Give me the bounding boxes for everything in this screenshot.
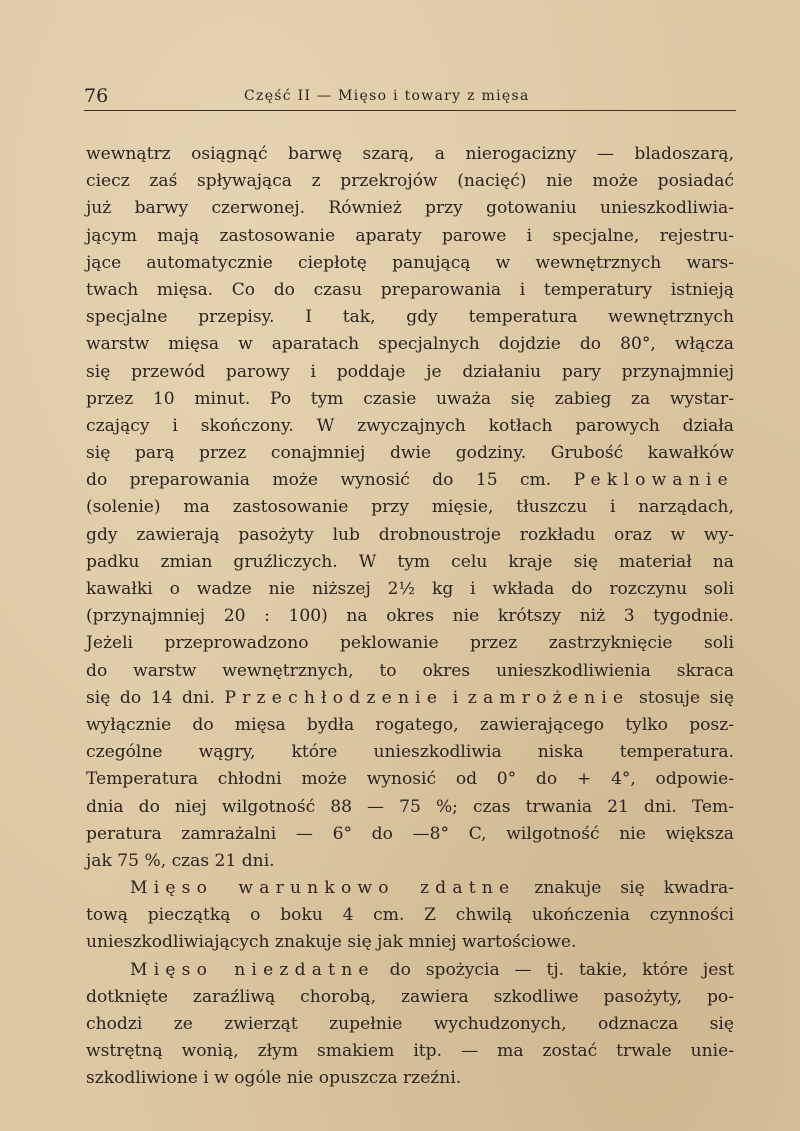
text-line: gdy zawierają pasożyty lub drobnoustroje rozkładu oraz w wy- [86,524,734,545]
text-line: warstw mięsa w aparatach specjalnych dojdzie do 80°, włącza [86,334,734,355]
body-text [86,141,734,1093]
text-line: (solenie) ma zastosowanie przy mięsie, tłuszczu i narządach, [86,497,734,518]
text-line: padku zmian gruźliczych. W tym celu kraje się materiał na [86,551,734,572]
text-segment: się do 14 dni. [86,687,215,708]
text-segment: do spożycia — tj. takie, które jest [389,959,734,980]
text-line: jące automatycznie ciepłotę panującą w wewnętrznych wars- [86,252,734,273]
spaced-term-zamrozenie: zamrożenie [467,687,630,708]
text-line: Temperatura chłodni może wynosić od 0° do + 4°, odpowie- [86,769,734,790]
paragraph-first-line [86,957,734,984]
text-line: (przynajmniej 20 : 100) na okres nie krótszy niż 3 tygodnie. [86,606,734,627]
text-line: jącym mają zastosowanie aparaty parowe i specjalne, rejestru- [86,225,734,246]
text-line: dnia do niej wilgotność 88 — 75 %; czas trwania 21 dni. Tem- [86,796,734,817]
text-line: czający i skończony. W zwyczajnych kotłach parowych działa [86,415,734,436]
spaced-term-peklowanie: Peklowanie [573,470,734,491]
text-line: chodzi ze zwierząt zupełnie wychudzonych, odznacza się [86,1014,734,1034]
text-line: się przewód parowy i poddaje je działaniu pary przynajmniej [86,361,734,382]
text-line: specjalne przepisy. I tak, gdy temperatura wewnętrznych [86,307,734,328]
spaced-term-mieso-niezdatne: Mięso niezdatne [130,959,375,980]
text-segment: do preparowania może wynosić do 15 cm. [86,470,552,491]
header-rule [84,110,736,111]
text-line: unieszkodliwiających znakuje się jak mniej wartościowe. [86,932,577,953]
text-line: czególne wągry, które unieszkodliwia niska temperatura. [86,742,734,763]
text-line: twach mięsa. Co do czasu preparowania i temperatury istnieją [86,279,734,300]
text-line: przez 10 minut. Po tym czasie uważa się zabieg za wystar- [86,388,734,409]
text-segment: stosuje się [638,687,735,708]
text-segment: i [452,687,459,708]
text-line: dotknięte zaraźliwą chorobą, zawiera szkodliwe pasożyty, po- [86,986,734,1007]
text-line: już barwy czerwonej. Również przy gotowaniu unieszkodliwia- [86,198,734,219]
spaced-term-przechlodzenie: Przechłodzenie [224,687,444,708]
text-line: ciecz zaś spływająca z przekrojów (nacięć) nie może posiadać [86,171,734,192]
text-line: do warstw wewnętrznych, to okres unieszkodliwienia skraca [86,660,734,681]
spaced-term-mieso-warunkowo-zdatne: Mięso warunkowo zdatne [130,878,516,899]
text-line: szkodliwione i w ogóle nie opuszcza rzeźni. [86,1068,462,1089]
text-line: peratura zamrażalni — 6° do —8° C, wilgotność nie większa [86,823,734,844]
text-segment: znakuje się kwadra- [534,878,734,899]
paragraph-first-line [86,875,734,902]
page-header [84,84,734,108]
text-line: wewnątrz osiągnąć barwę szarą, a nierogacizny — bladoszarą, [86,144,734,164]
text-line: wyłącznie do mięsa bydła rogatego, zawierającego tylko posz- [86,714,734,735]
text-line: wstrętną wonią, złym smakiem itp. — ma zostać trwale unie- [86,1041,734,1062]
text-line: się parą przez conajmniej dwie godziny. Grubość kawałków [86,443,734,464]
running-head: Część II — Mięso i towary z mięsa [244,88,530,104]
text-line: jak 75 %, czas 21 dni. [86,850,275,871]
text-line: tową pieczątką o boku 4 cm. Z chwilą ukończenia czynności [86,905,734,926]
text-line [86,685,734,712]
text-line [86,467,734,494]
page-number: 76 [84,85,109,107]
text-line: kawałki o wadze nie niższej 2½ kg i wkłada do rozczynu soli [86,579,734,599]
text-line: Jeżeli przeprowadzono peklowanie przez zastrzyknięcie soli [86,633,734,654]
